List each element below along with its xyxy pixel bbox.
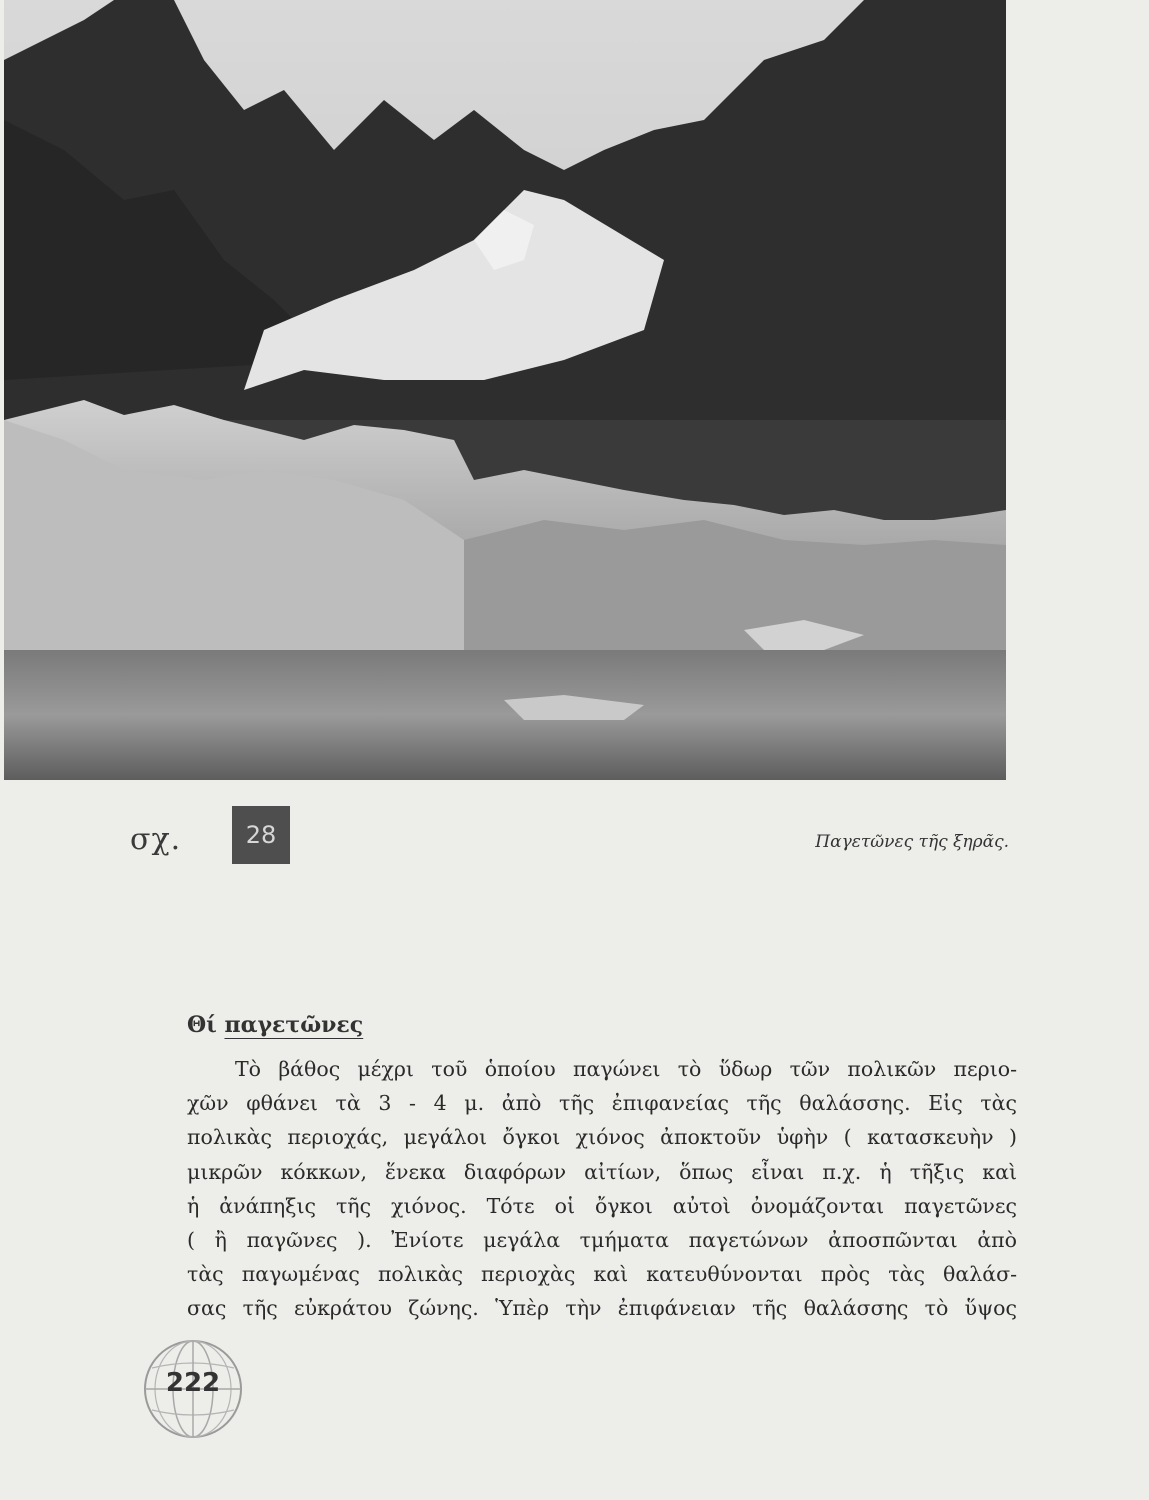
page-number: 222 — [165, 1368, 221, 1398]
figure-label: σχ. — [130, 822, 182, 857]
body-line: Τὸ βάθος μέχρι τοῦ ὁποίου παγώνει τὸ ὕδωρ τῶν πολικῶν περιο- — [235, 1057, 1017, 1081]
body-paragraph — [187, 1052, 1017, 1326]
figure-caption: Παγετῶνες τῆς ξηρᾶς. — [815, 832, 1009, 852]
section-heading-title: παγετῶνες — [224, 1012, 364, 1038]
body-line: σας τῆς εὐκράτου ζώνης. Ὑπὲρ τὴν ἐπιφάνειαν τῆς θαλάσσης τὸ ὕψος — [187, 1296, 1017, 1321]
section-heading — [187, 1012, 363, 1038]
body-line: πολικὰς περιοχάς, μεγάλοι ὄγκοι χιόνος ἀποκτοῦν ὑφὴν ( κατασκευὴν ) — [187, 1125, 1017, 1150]
body-line: χῶν φθάνει τὰ 3 - 4 μ. ἀπὸ τῆς ἐπιφανείας τῆς θαλάσσης. Εἰς τὰς — [187, 1091, 1017, 1116]
page-number-badge — [142, 1338, 244, 1440]
figure-number: 28 — [245, 821, 277, 849]
body-line: ἡ ἀνάπηξις τῆς χιόνος. Τότε οἱ ὄγκοι αὐτοὶ ὀνομάζονται παγετῶνες — [187, 1193, 1017, 1218]
figure-number-box — [232, 806, 290, 864]
section-heading-prefix: Θί — [187, 1012, 217, 1038]
glacier-photo-illustration — [4, 0, 1006, 780]
body-line: μικρῶν κόκκων, ἕνεκα διαφόρων αἰτίων, ὅπως εἶναι π.χ. ἡ τῆξις καὶ — [187, 1159, 1017, 1184]
body-line: ( ἢ παγῶνες ). Ἐνίοτε μεγάλα τμήματα παγετώνων ἀποσπῶνται ἀπὸ — [187, 1228, 1017, 1253]
body-line: τὰς παγωμένας πολικὰς περιοχὰς καὶ κατευθύνονται πρὸς τὰς θαλάσ- — [187, 1262, 1017, 1287]
glacier-photo — [4, 0, 1006, 780]
